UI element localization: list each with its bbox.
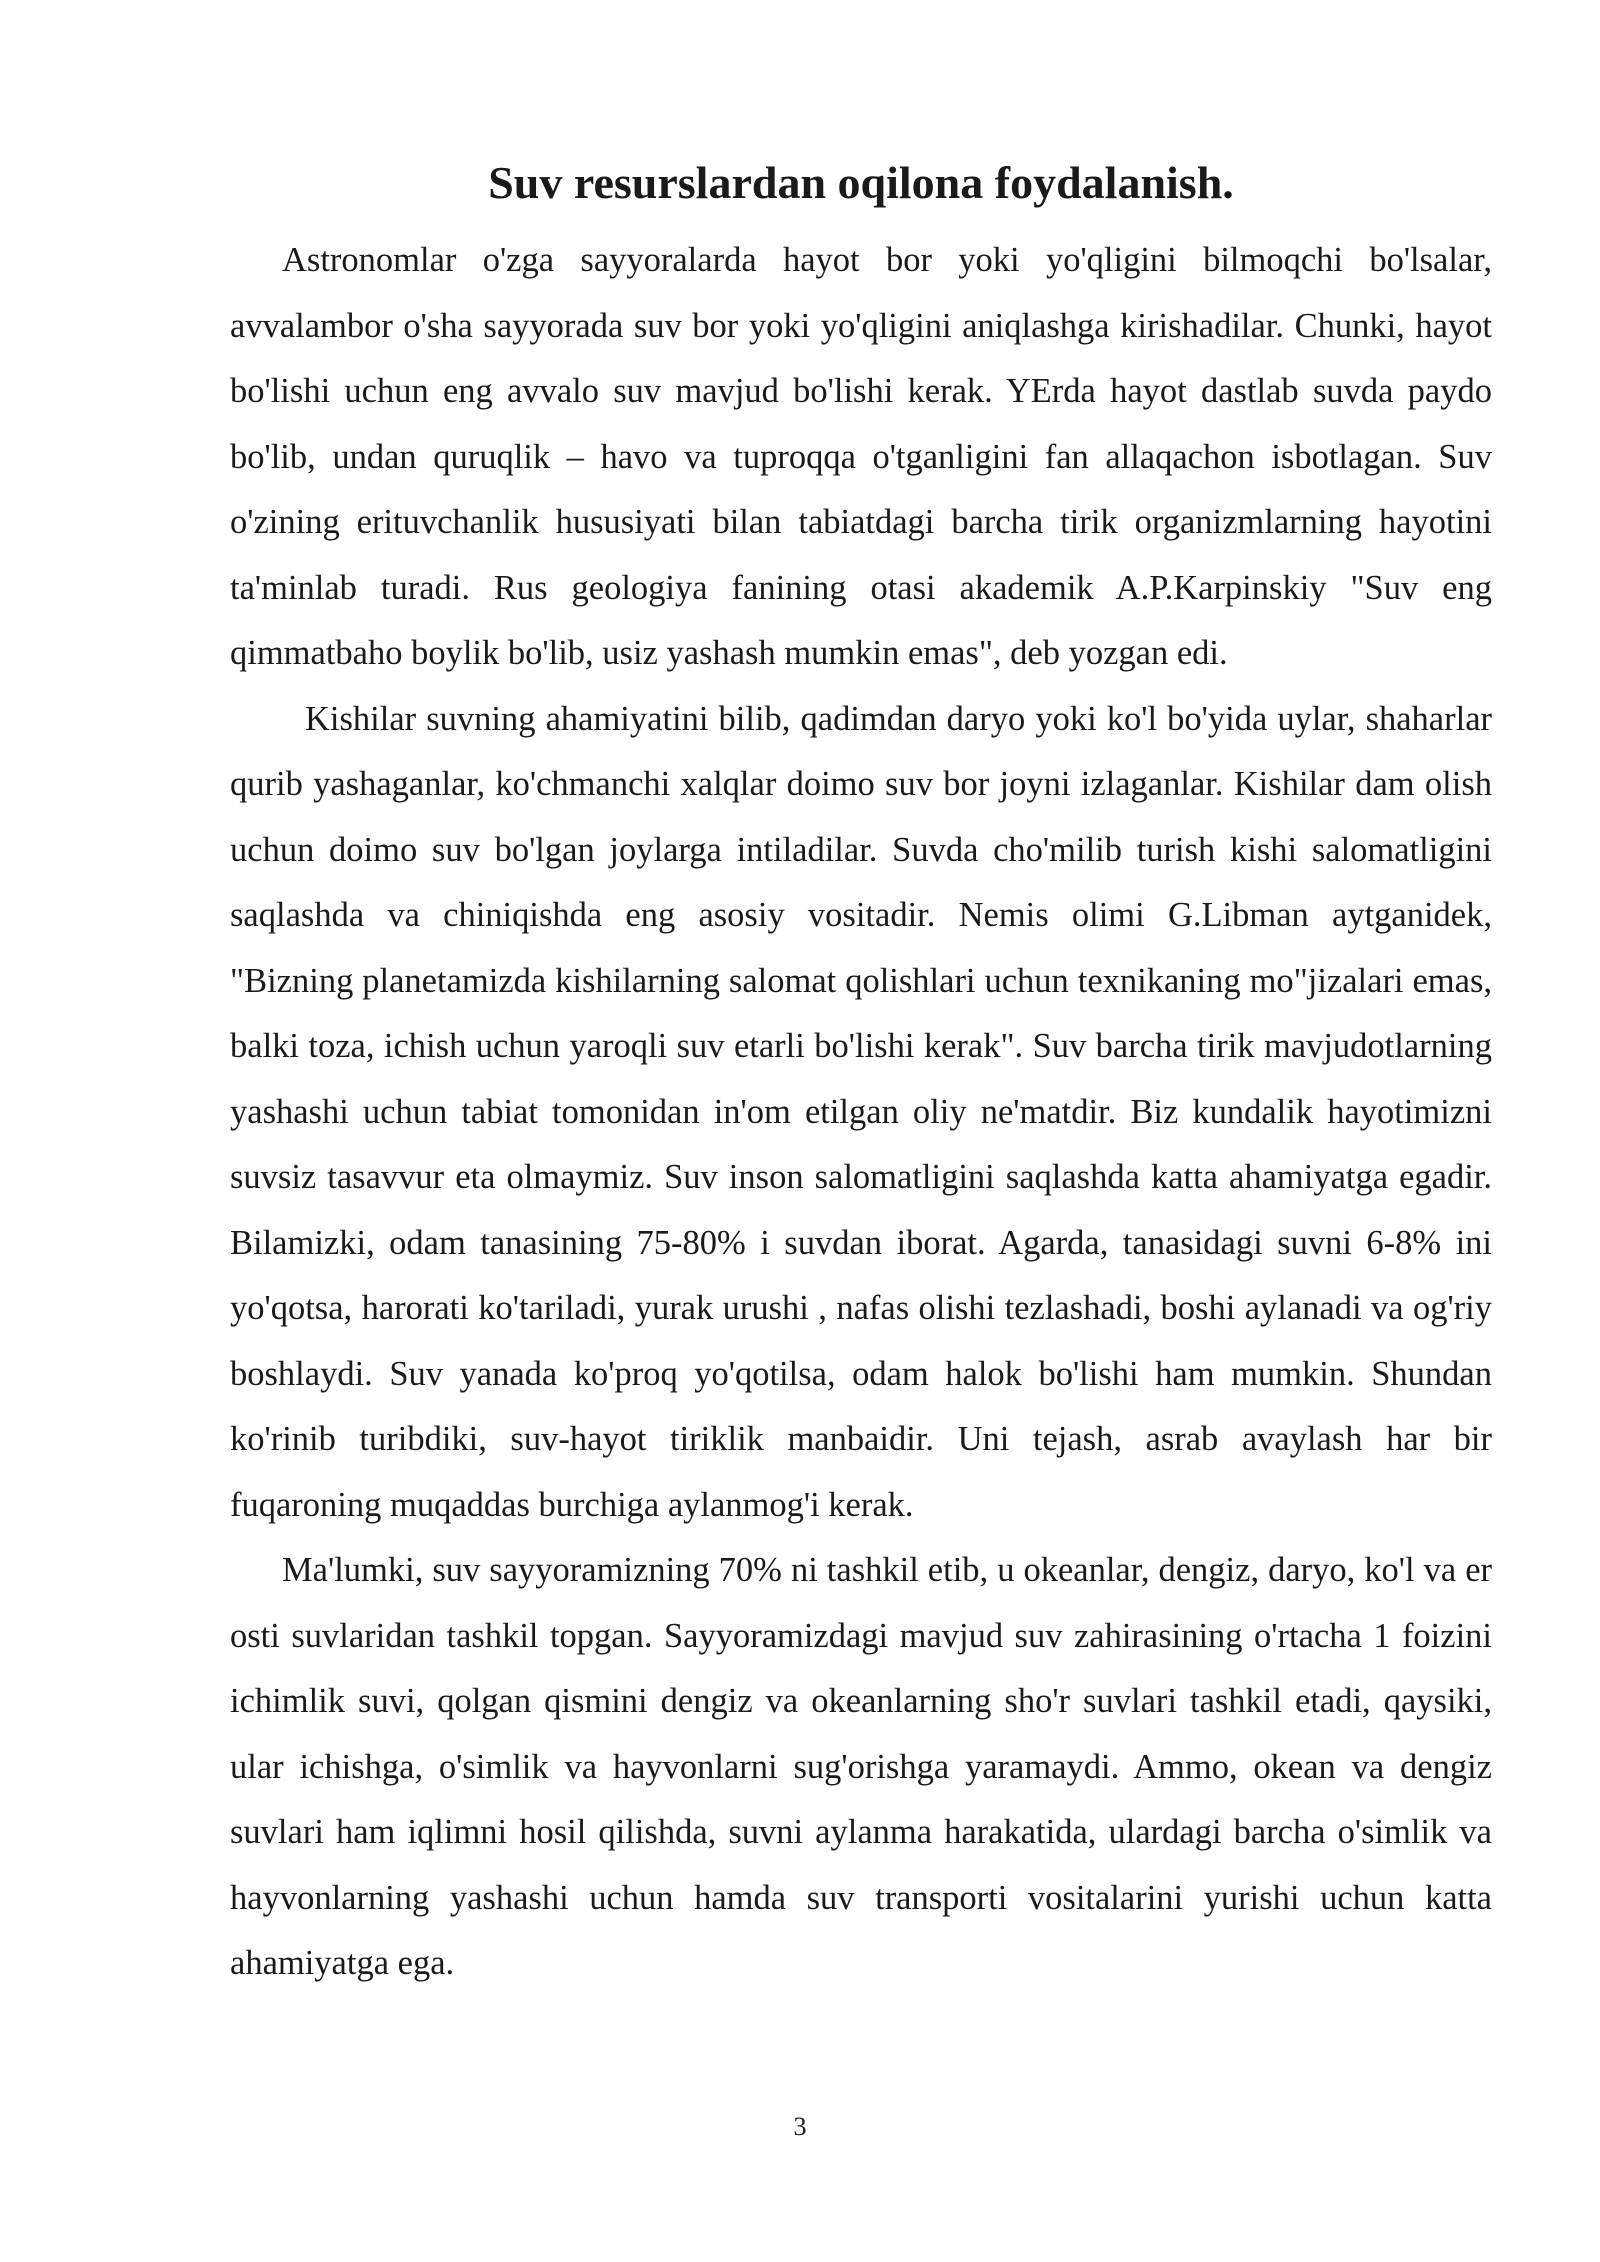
- paragraph-3: Ma'lumki, suv sayyoramizning 70% ni tashkil etib, u okeanlar, dengiz, daryo, ko'l va er osti suvlaridan tashkil topgan. Sayyoramizdagi mavjud suv zahirasining o'rtacha 1 foizini ichimlik suvi, qolgan qismini dengiz va okeanlarning sho'r suvlari tashkil etadi, qaysiki, ular ichishga, o'simlik va hayvonlarni sug'orishga yaramaydi. Ammo, okean va dengiz suvlari ham iqlimni hosil qilishda, suvni aylanma harakatida, ulardagi barcha o'simlik va hayvonlarning yashashi uchun hamda suv transporti vositalarini yurishi uchun katta ahamiyatga ega.: [230, 1551, 1492, 1982]
- document-page: [230, 150, 1492, 1997]
- document-title: Suv resurslardan oqilona foydalanish.: [488, 157, 1234, 208]
- paragraph-2: Kishilar suvning ahamiyatini bilib, qadimdan daryo yoki ko'l bo'yida uylar, shaharlar qurib yashaganlar, ko'chmanchi xalqlar doimo suv bor joyni izlaganlar. Kishilar dam olish uchun doimo suv bo'lgan joylarga intiladilar. Suvda cho'milib turish kishi salomatligini saqlashda va chiniqishda eng asosiy vositadir. Nemis olimi G.Libman aytganidek, "Bizning planetamizda kishilarning salomat qolishlari uchun texnikaning mo"jizalari emas, balki toza, ichish uchun yaroqli suv etarli bo'lishi kerak". Suv barcha tirik mavjudotlarning yashashi uchun tabiat tomonidan in'om etilgan oliy ne'matdir. Biz kundalik hayotimizni suvsiz tasavvur eta olmaymiz. Suv inson salomatligini saqlashda katta ahamiyatga egadir. Bilamizki, odam tanasining 75-80% i suvdan iborat. Agarda, tanasidagi suvni 6-8% ini yo'qotsa, harorati ko'tariladi, yurak urushi , nafas olishi tezlashadi, boshi aylanadi va og'riy boshlaydi. Suv yanada ko'proq yo'qotilsa, odam halok bo'lishi ham mumkin. Shundan ko'rinib turibdiki, suv-hayot tiriklik manbaidir. Uni tejash, asrab avaylash har bir fuqaroning muqaddas burchiga aylanmog'i kerak.: [230, 699, 1492, 1524]
- paragraph-1: Astronomlar o'zga sayyoralarda hayot bor yoki yo'qligini bilmoqchi bo'lsalar, avvalambor o'sha sayyorada suv bor yoki yo'qligini aniqlashga kirishadilar. Chunki, hayot bo'lishi uchun eng avvalo suv mavjud bo'lishi kerak. YErda hayot dastlab suvda paydo bo'lib, undan quruqlik – havo va tuproqqa o'tganligini fan allaqachon isbotlagan. Suv o'zining erituvchanlik hususiyati bilan tabiatdagi barcha tirik organizmlarning hayotini ta'minlab turadi. Rus geologiya fanining otasi akademik A.P.Karpinskiy "Suv eng qimmatbaho boylik bo'lib, usiz yashash mumkin emas", deb yozgan edi.: [230, 241, 1492, 672]
- page-number: 3: [793, 2112, 807, 2141]
